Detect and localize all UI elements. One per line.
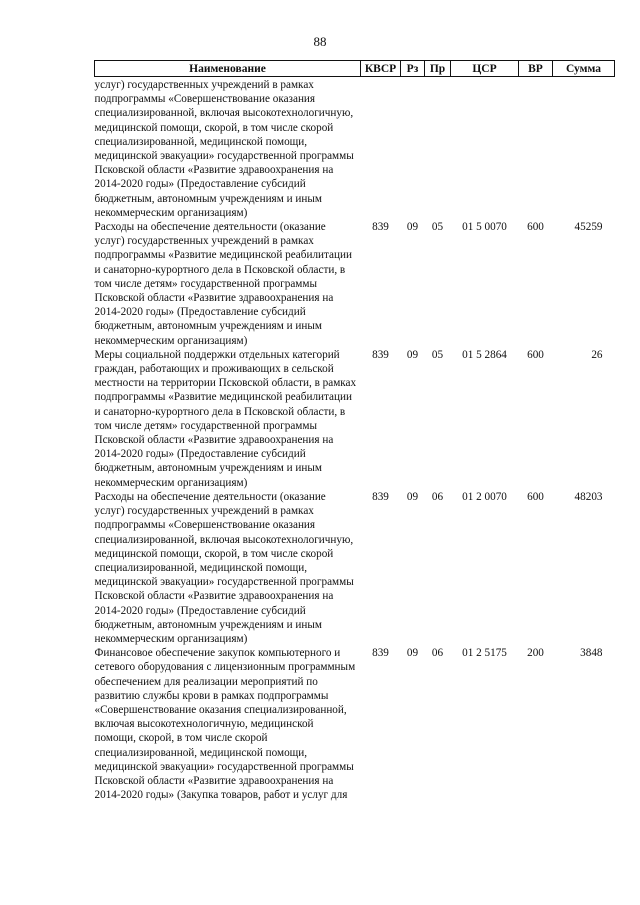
row-pr: 05 <box>431 348 444 361</box>
page-number: 88 <box>313 34 327 49</box>
row-rz: 09 <box>406 348 419 361</box>
row-sum <box>553 77 615 221</box>
row-rz <box>401 77 425 221</box>
header-pr: Пр <box>425 61 451 77</box>
row-csr: 01 2 5175 <box>462 647 507 660</box>
header-name: Наименование <box>95 61 361 77</box>
table-header-row <box>95 61 615 77</box>
row-name: услуг) государственных учреждений в рамках подпрограммы «Совершенствование оказания специализированной, включая высокотехнологичную, медицинской помощи, скорой, в том числе скорой специализированной, медицинской помощи, медицинской эвакуации» государственной программы Псковской области «Развитие здравоохранения на 2014-2020 годы» (Предоставление субсидий бюджетным, автономным учреждениям и иным некоммерческим организациям) <box>94 79 354 219</box>
header-rz: Рз <box>401 61 425 77</box>
row-kvsr: 839 <box>372 647 389 660</box>
table-row <box>95 490 615 646</box>
header-vr: ВР <box>519 61 553 77</box>
row-pr: 05 <box>431 221 444 234</box>
row-csr: 01 5 0070 <box>462 221 507 234</box>
header-csr: ЦСР <box>451 61 519 77</box>
row-rz: 09 <box>406 490 419 503</box>
row-csr: 01 2 0070 <box>462 490 507 503</box>
row-name: Расходы на обеспечение деятельности (оказание услуг) государственных учреждений в рамках подпрограммы «Совершенствование оказания специализированной, включая высокотехнологичную, медицинской помощи, скорой, в том числе скорой специализированной, медицинской помощи, медицинской эвакуации» государственной программы Псковской области «Развитие здравоохранения на 2014-2020 годы» (Предоставление субсидий бюджетным, автономным учреждениям и иным некоммерческим организациям) <box>94 490 354 645</box>
row-pr: 06 <box>431 647 444 660</box>
row-sum: 45259 <box>574 221 603 234</box>
row-name: Финансовое обеспечение закупок компьютерного и сетевого оборудования с лицензионным программным обеспечением для реализации мероприятий по развитию службы крови в рамках подпрограммы «Совершенствование оказания специализированной, включая высокотехнологичную, медицинской помощи, скорой, в том числе скорой специализированной, медицинской помощи, медицинской эвакуации» государственной программы Псковской области «Развитие здравоохранения на 2014-2020 годы» (Закупка товаров, работ и услуг для <box>94 647 356 802</box>
row-vr: 600 <box>527 490 544 503</box>
table-row <box>95 220 615 348</box>
table-row <box>95 348 615 490</box>
row-vr <box>519 77 553 221</box>
row-rz: 09 <box>406 221 419 234</box>
row-kvsr: 839 <box>372 221 389 234</box>
row-rz: 09 <box>406 647 419 660</box>
row-name: Расходы на обеспечение деятельности (оказание услуг) государственных учреждений в рамках подпрограммы «Развитие медицинской реабилитации и санаторно-курортного дела в Псковской области, в том числе детям» государственной программы Псковской области «Развитие здравоохранения на 2014-2020 годы» (Предоставление субсидий бюджетным, автономным учреждениям и иным некоммерческим организациям) <box>94 221 352 347</box>
row-pr: 06 <box>431 490 444 503</box>
row-sum: 48203 <box>574 490 603 503</box>
row-kvsr <box>361 77 401 221</box>
header-kvsr: КВСР <box>361 61 401 77</box>
row-csr <box>451 77 519 221</box>
row-vr: 600 <box>527 221 544 234</box>
table-row <box>95 646 615 802</box>
row-pr <box>425 77 451 221</box>
row-vr: 600 <box>527 348 544 361</box>
header-sum: Сумма <box>553 61 615 77</box>
budget-table <box>94 60 615 802</box>
row-kvsr: 839 <box>372 490 389 503</box>
row-csr: 01 5 2864 <box>462 348 507 361</box>
row-kvsr: 839 <box>372 348 389 361</box>
row-vr: 200 <box>527 647 544 660</box>
row-name: Меры социальной поддержки отдельных категорий граждан, работающих и проживающих в сельской местности на территории Псковской области, в рамках подпрограммы «Развитие медицинской реабилитации и санаторно-курортного дела в Псковской области, в том числе детям» государственной программы Псковской области «Развитие здравоохранения на 2014-2020 годы» (Предоставление субсидий бюджетным, автономным учреждениям и иным некоммерческим организациям) <box>94 348 357 489</box>
row-sum: 26 <box>591 348 603 361</box>
table-row <box>95 77 615 221</box>
row-sum: 3848 <box>580 647 603 660</box>
